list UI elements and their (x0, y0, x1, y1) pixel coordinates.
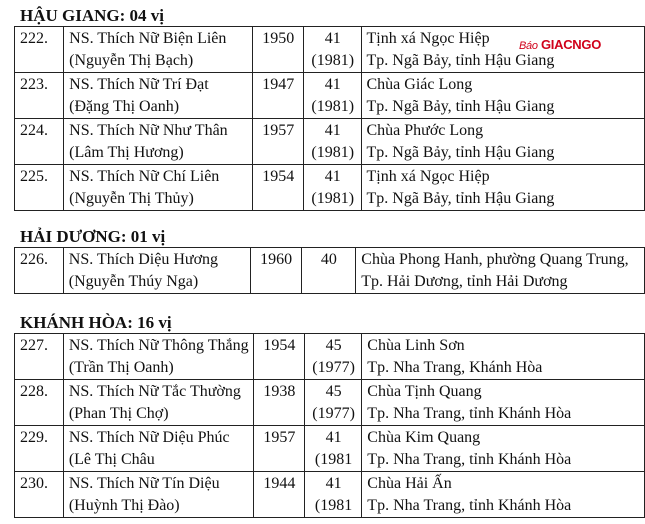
table-row (15, 165, 645, 211)
temple-address: Chùa Hải Ấn Tp. Nha Trang, tỉnh Khánh Hòa (362, 472, 645, 518)
birth-year: 1947 (252, 73, 303, 119)
nun-name: NS. Thích Nữ Biện Liên (Nguyễn Thị Bạch) (64, 27, 252, 73)
table-row (15, 380, 645, 426)
roster-table-hau-giang (14, 26, 645, 211)
birth-year: 1950 (252, 27, 303, 73)
row-number: 230. (15, 472, 64, 518)
row-number: 223. (15, 73, 64, 119)
roster-table-khanh-hoa (14, 333, 645, 518)
ordination-age: 45 (1977) (304, 334, 361, 380)
table-row (15, 334, 645, 380)
ordination-age: 41 (1981 (304, 426, 361, 472)
temple-address: Chùa Giác Long Tp. Ngã Bảy, tỉnh Hậu Giang (361, 73, 645, 119)
temple-address: Chùa Phước Long Tp. Ngã Bảy, tỉnh Hậu Giang (361, 119, 645, 165)
birth-year: 1938 (253, 380, 304, 426)
nun-name: NS. Thích Nữ Chí Liên (Nguyễn Thị Thủy) (64, 165, 252, 211)
giacngo-watermark: Báo GIACNGO (519, 37, 602, 52)
table-row (15, 248, 645, 294)
ordination-age: 41 (1981) (303, 73, 361, 119)
roster-table-hai-duong (14, 247, 645, 294)
temple-address: Tịnh xá Ngọc Hiệp Tp. Ngã Bảy, tỉnh Hậu Giang (361, 165, 645, 211)
birth-year: 1954 (252, 165, 303, 211)
ordination-age: 41 (1981) (303, 119, 361, 165)
row-number: 229. (15, 426, 64, 472)
ordination-age: 41 (1981) (303, 27, 361, 73)
birth-year: 1957 (252, 119, 303, 165)
birth-year: 1960 (250, 248, 301, 294)
ordination-age: 45 (1977) (304, 380, 361, 426)
nun-name: NS. Thích Nữ Tắc Thường (Phan Thị Chợ) (63, 380, 253, 426)
temple-address: Chùa Tịnh Quang Tp. Nha Trang, tỉnh Khánh Hòa (362, 380, 645, 426)
table-row (15, 119, 645, 165)
row-number: 227. (15, 334, 64, 380)
temple-address: Tịnh xá Ngọc Hiệp Tp. Ngã Bảy, tỉnh Hậu Giang (361, 27, 645, 73)
nun-name: NS. Thích Diệu Hương (Nguyễn Thúy Nga) (63, 248, 250, 294)
birth-year: 1957 (253, 426, 304, 472)
section-title-hai-duong: HẢI DƯƠNG: 01 vị (20, 227, 166, 246)
row-number: 224. (15, 119, 64, 165)
nun-name: NS. Thích Nữ Tín Diệu (Huỳnh Thị Đào) (63, 472, 253, 518)
section-title-khanh-hoa: KHÁNH HÒA: 16 vị (20, 313, 172, 332)
temple-address: Chùa Phong Hanh, phường Quang Trung, Tp. Hải Dương, tỉnh Hải Dương (356, 248, 645, 294)
ordination-age: 40 (301, 248, 356, 294)
nun-name: NS. Thích Nữ Như Thân (Lâm Thị Hương) (64, 119, 252, 165)
row-number: 226. (15, 248, 64, 294)
birth-year: 1954 (253, 334, 304, 380)
row-number: 225. (15, 165, 64, 211)
ordination-age: 41 (1981 (304, 472, 361, 518)
table-row (15, 73, 645, 119)
row-number: 222. (15, 27, 64, 73)
temple-address: Chùa Linh Sơn Tp. Nha Trang, Khánh Hòa (362, 334, 645, 380)
temple-address: Chùa Kim Quang Tp. Nha Trang, tỉnh Khánh Hòa (362, 426, 645, 472)
ordination-age: 41 (1981) (303, 165, 361, 211)
nun-name: NS. Thích Nữ Trí Đạt (Đặng Thị Oanh) (64, 73, 252, 119)
row-number: 228. (15, 380, 64, 426)
table-row (15, 426, 645, 472)
nun-name: NS. Thích Nữ Diệu Phúc (Lê Thị Châu (63, 426, 253, 472)
table-row (15, 472, 645, 518)
birth-year: 1944 (253, 472, 304, 518)
section-title-hau-giang: HẬU GIANG: 04 vị (20, 6, 165, 25)
nun-name: NS. Thích Nữ Thông Thắng (Trần Thị Oanh) (63, 334, 253, 380)
